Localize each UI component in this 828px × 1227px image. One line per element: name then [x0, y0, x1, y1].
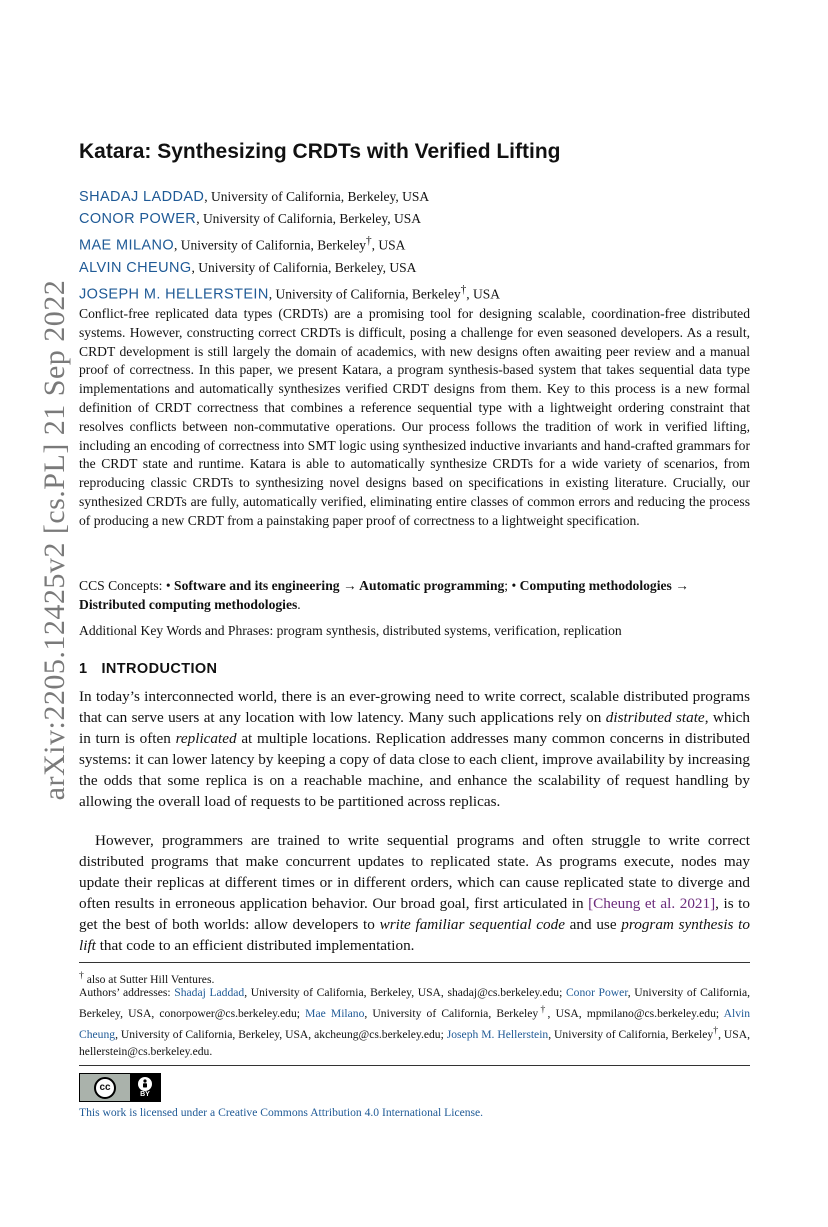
emphasis: distributed state — [605, 709, 705, 726]
ccs-concepts — [79, 576, 750, 614]
text-run: , University of California, Berkeley — [548, 1028, 714, 1042]
author-affiliation: , University of California, Berkeley, USA — [204, 189, 430, 204]
author-name[interactable]: CONOR POWER — [79, 211, 197, 227]
section-number: 1 — [79, 661, 88, 677]
author-entry — [79, 230, 500, 257]
cc-logo-area — [80, 1074, 130, 1101]
person-icon — [138, 1077, 152, 1091]
license-divider — [79, 1065, 750, 1066]
ccs-separator: ; • — [504, 578, 520, 593]
author-list — [79, 186, 500, 305]
dagger-mark: † — [538, 1004, 548, 1016]
text-run: , USA, mpmilano@cs.berkeley.edu; — [547, 1007, 724, 1021]
emphasis: replicated — [175, 730, 237, 747]
by-logo-area — [130, 1074, 160, 1101]
section-title: INTRODUCTION — [101, 661, 218, 677]
author-country: , USA — [466, 286, 501, 301]
text-run: However, programmers are trained to write sequential programs and often struggle to write correct distributed programs that make concurrent updates to replicated state. As programs execute, nodes may update their replicas at different times or in different orders, which can cause replicated state to diverge and often results in erroneous application behavior. Our broad goal, first articulated in — [79, 832, 750, 912]
citation-link[interactable]: [Cheung et al. 2021] — [588, 895, 716, 912]
text-run: In today’s interconnected world, there is an ever-growing need to write correct, scalable distributed programs that can serve users at any location with low latency. Many such applications rely on — [79, 688, 750, 726]
text-run: and use — [564, 916, 622, 933]
emphasis: program synthesis to lift — [79, 916, 750, 954]
author-link[interactable]: Alvin Cheung — [79, 1007, 751, 1042]
author-affiliation: , University of California, Berkeley — [174, 237, 366, 253]
author-affiliation: , University of California, Berkeley — [268, 286, 461, 301]
arxiv-stamp-text: arXiv:2205.12425v2 [cs.PL] 21 Sep 2022 — [38, 279, 71, 801]
person-glyph — [141, 1079, 149, 1089]
text-run: , USA, hellerstein@cs.berkeley.edu. — [79, 1028, 751, 1059]
dagger-mark: † — [713, 1025, 719, 1037]
text-run: Authors’ addresses: — [79, 986, 175, 999]
ccs-concept-1: Software and its engineering → Automatic programming — [174, 578, 505, 593]
cc-by-badge[interactable] — [79, 1073, 161, 1102]
dagger-mark: † — [460, 283, 467, 296]
author-entry — [79, 279, 500, 306]
author-link[interactable]: Shadaj Laddad — [174, 986, 245, 999]
author-name[interactable]: JOSEPH M. HELLERSTEIN — [79, 286, 269, 302]
emphasis: write familiar sequential code — [379, 916, 565, 933]
text-run: that code to an efficient distributed implementation. — [95, 937, 415, 954]
intro-paragraph-1 — [79, 686, 750, 812]
paper-title: Katara: Synthesizing CRDTs with Verified Lifting — [79, 140, 561, 163]
author-affiliation: , University of California, Berkeley, USA — [191, 259, 417, 275]
author-entry — [79, 186, 500, 208]
ccs-prefix: CCS Concepts: • — [79, 578, 175, 593]
author-name[interactable]: SHADAJ LADDAD — [79, 189, 205, 205]
author-country: , USA — [371, 237, 406, 253]
abstract: Conflict-free replicated data types (CRDTs) are a promising tool for designing scalable, coordination-free distributed systems. However, constructing correct CRDTs is difficult, posing a challenge for even seasoned developers. As a result, CRDT development is still largely the domain of academics, with new designs often awaiting peer review and a manual proof of correctness. In this paper, we present Katara, a program synthesis-based system that takes sequential data type implementations and automatically synthesizes verified CRDT designs from them. Key to this process is a new formal definition of CRDT correctness that combines a reference sequential type with a lightweight ordering constraint that resolves conflicts between non-commutative operations. Our process follows the tradition of work in verified lifting, including an encoding of correctness into SMT logic using synthesized inductive invariants and hand-crafted grammars for the CRDT state and runtime. Katara is able to automatically synthesize CRDTs for a wide variety of scenarios, from reproducing classic CRDTs to synthesizing novel designs based on specifications in existing literature. Crucially, our synthesized CRDTs are fully, automatically verified, eliminating entire classes of common errors and reducing the process of producing a new CRDT from a painstaking paper proof of correctness to a lightweight specification. — [79, 306, 750, 528]
author-link[interactable]: Conor Power — [565, 986, 628, 999]
keywords: Additional Key Words and Phrases: program synthesis, distributed systems, verification, replication — [79, 623, 622, 638]
text-run: , University of California, Berkeley — [364, 1007, 539, 1021]
text-run: , University of California, Berkeley, USA, akcheung@cs.berkeley.edu; — [115, 1028, 447, 1042]
author-affiliation: , University of California, Berkeley, USA — [196, 211, 422, 226]
author-link[interactable]: Mae Milano — [305, 1007, 365, 1021]
text-run: , University of California, Berkeley, USA, conorpower@cs.berkeley.edu; — [79, 986, 751, 1021]
footnote-divider — [79, 962, 750, 963]
license-link[interactable]: This work is licensed under a Creative Commons Attribution 4.0 International License. — [79, 1106, 484, 1119]
author-link[interactable]: Joseph M. Hellerstein — [446, 1028, 549, 1042]
by-label: BY — [140, 1090, 150, 1098]
dagger-mark: † — [366, 235, 372, 247]
author-name[interactable]: ALVIN CHEUNG — [79, 259, 192, 276]
ccs-end: . — [297, 597, 301, 612]
section-heading — [79, 661, 217, 677]
cc-icon: cc — [94, 1077, 116, 1099]
text-run: at multiple locations. Replication addresses many common concerns in distributed systems: it can lower latency by keeping a copy of data close to each client, improve availability by increasing the odds that some replica is on a reachable machine, and enhance the scalability of request handling by allowing the overall load of requests to be partitioned across replicas. — [79, 730, 750, 810]
text-run: , University of California, Berkeley, USA, shadaj@cs.berkeley.edu; — [244, 986, 566, 999]
author-name[interactable]: MAE MILANO — [79, 237, 175, 254]
author-addresses — [79, 984, 750, 1061]
intro-paragraph-2 — [79, 830, 750, 956]
text-run: , which in turn is often — [79, 709, 750, 747]
author-entry — [79, 257, 500, 279]
author-entry — [79, 208, 500, 230]
dagger-mark: † — [79, 970, 84, 981]
footnote-text: also at Sutter Hill Ventures. — [86, 972, 215, 986]
text-run: , is to get the best of both worlds: allow developers to — [79, 895, 750, 933]
ccs-concept-2: Computing methodologies → Distributed computing methodologies — [79, 578, 689, 612]
